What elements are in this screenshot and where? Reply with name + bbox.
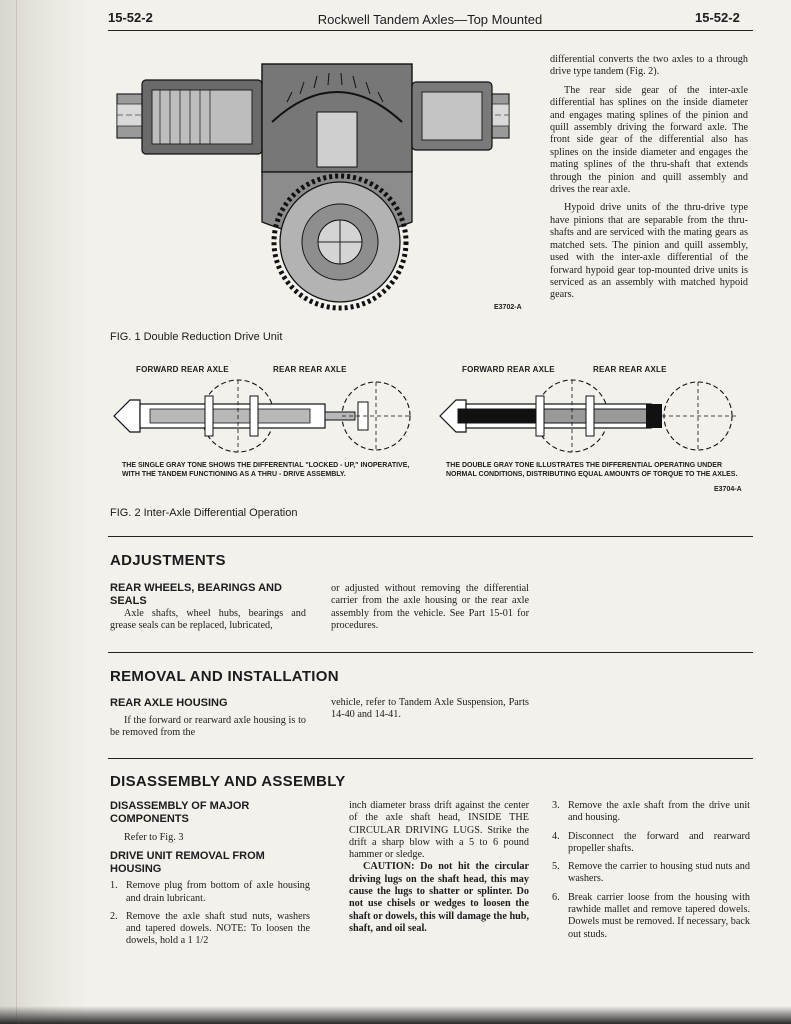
- paragraph: The rear side gear of the inter-axle differential has splines on the inside diameter and engages mating splines of the pinion and quill assembly driving the forward axle. The front side gear of the differential also has splines on the inside diameter and engages the mating splines of the thru-shaft that extends through the pinion and quill assembly and drives the rear axle.: [550, 84, 748, 196]
- step-number: 6.: [552, 891, 560, 903]
- page-number-right: 15-52-2: [695, 10, 740, 25]
- fig3-reference: [110, 832, 310, 844]
- disassembly-subtitle-major: DISASSEMBLY OF MAJOR COMPONENTS: [110, 800, 250, 825]
- fig2-right-rear-label: REAR REAR AXLE: [593, 365, 667, 374]
- list-item: [110, 880, 310, 905]
- removal-text-col2: [331, 697, 529, 722]
- adjustments-text-col2: [331, 583, 529, 632]
- step-number: 1.: [110, 880, 118, 892]
- step-text: Remove the axle shaft stud nuts, washers and tapered dowels. NOTE: To loosen the dowels, hold a 1 1/2: [126, 910, 310, 947]
- fig2-left-note: THE SINGLE GRAY TONE SHOWS THE DIFFERENTIAL "LOCKED - UP," INOPERATIVE, WITH THE TANDEM FUNCTIONING AS A THRU - DRIVE ASSEMBLY.: [122, 462, 410, 478]
- fig2-right-diagram: [436, 376, 738, 456]
- fig1-caption: FIG. 1 Double Reduction Drive Unit: [110, 331, 283, 343]
- removal-subtitle: REAR AXLE HOUSING: [110, 697, 228, 709]
- section-rule: [108, 652, 753, 653]
- caution-note: CAUTION: Do not hit the circular driving lugs on the shaft head, this may cause the lugs to shatter or splinter. Do not use chisels or wedges to loosen the shaft or dowels, this will damage the hub, shaft, and oil seal.: [349, 861, 529, 934]
- list-item: [552, 892, 750, 941]
- removal-title: REMOVAL AND INSTALLATION: [110, 668, 339, 685]
- fig2-left-diagram: [110, 376, 412, 456]
- adjustments-text-col1: [110, 608, 306, 633]
- fig2-left-forward-label: FORWARD REAR AXLE: [136, 365, 229, 374]
- steps-list-col3: [552, 800, 750, 941]
- section-rule: [108, 536, 753, 537]
- paragraph: differential converts the two axles to a through drive type tandem (Fig. 2).: [550, 54, 748, 78]
- right-column-text: [550, 54, 748, 302]
- list-item: [552, 831, 750, 856]
- paragraph: Axle shafts, wheel hubs, bearings and grease seals can be replaced, lubricated,: [110, 608, 306, 632]
- paragraph: Refer to Fig. 3: [124, 832, 184, 843]
- step-text: Remove the axle shaft from the drive unit and housing.: [568, 800, 750, 824]
- page-binding-shadow: [0, 0, 92, 1024]
- step-text: Remove the carrier to housing stud nuts and washers.: [568, 861, 750, 885]
- list-item: [110, 911, 310, 948]
- step-text: Break carrier loose from the housing with rawhide mallet and remove tapered dowels. Dowels must be removed. If necessary, back out studs.: [568, 891, 750, 940]
- step-text: Remove plug from bottom of axle housing and drain lubricant.: [126, 880, 310, 904]
- paragraph: inch diameter brass drift against the center of the axle shaft head, INSIDE THE CIRCULAR DRIVING LUGS. Strike the drift a sharp blow with a 5 to 6 pound hammer or sledge.: [349, 800, 529, 861]
- fig1-code: E3702-A: [494, 304, 522, 311]
- fig2-caption: FIG. 2 Inter-Axle Differential Operation: [110, 507, 298, 519]
- fig1-drive-unit-illustration: [112, 52, 512, 314]
- page-bottom-shadow: [0, 1006, 791, 1024]
- fig2-code: E3704-A: [714, 486, 742, 493]
- paragraph: or adjusted without removing the differential carrier from the axle housing or the rear axle assembly from the vehicle. See Part 15-01 for procedures.: [331, 583, 529, 631]
- paragraph: If the forward or rearward axle housing is to be removed from the: [110, 715, 306, 739]
- list-item: [552, 861, 750, 886]
- disassembly-subtitle-removal: DRIVE UNIT REMOVAL FROM HOUSING: [110, 850, 265, 876]
- fig2-right-note: THE DOUBLE GRAY TONE ILLUSTRATES THE DIFFERENTIAL OPERATING UNDER NORMAL CONDITIONS, DISTRIBUTING EQUAL AMOUNTS OF TORQUE TO THE AXLES.: [446, 462, 738, 478]
- section-rule: [108, 758, 753, 759]
- binding-line: [16, 0, 17, 1024]
- disassembly-col2: [349, 800, 529, 935]
- page-number-left: 15-52-2: [108, 10, 153, 25]
- paragraph: Hypoid drive units of the thru-drive type have pinions that are separable from the thru-shafts and are serviced with the mating gears as matched sets. The pinion and quill assembly, used with the inter-axle differential of the forward hypoid gear top-mounted drive units is serviced as an assembly with matched hypoid gears.: [550, 202, 748, 301]
- removal-text-col1: [110, 715, 306, 740]
- disassembly-title: DISASSEMBLY AND ASSEMBLY: [110, 773, 346, 790]
- list-item: [552, 800, 750, 825]
- step-number: 3.: [552, 800, 560, 811]
- steps-list-col1: [110, 880, 310, 947]
- header-rule: [108, 30, 753, 31]
- step-number: 4.: [552, 830, 560, 842]
- adjustments-title: ADJUSTMENTS: [110, 552, 226, 569]
- fig2-right-forward-label: FORWARD REAR AXLE: [462, 365, 555, 374]
- fig2-left-rear-label: REAR REAR AXLE: [273, 365, 347, 374]
- paragraph: vehicle, refer to Tandem Axle Suspension, Parts 14-40 and 14-41.: [331, 697, 529, 721]
- running-title: Rockwell Tandem Axles—Top Mounted: [317, 12, 543, 27]
- adjustments-subtitle: REAR WHEELS, BEARINGS AND SEALS: [110, 582, 282, 607]
- step-text: Disconnect the forward and rearward propeller shafts.: [568, 830, 750, 854]
- step-number: 5.: [552, 861, 560, 873]
- disassembly-col1: [110, 800, 310, 948]
- disassembly-col3: [552, 800, 750, 941]
- step-number: 2.: [110, 910, 118, 922]
